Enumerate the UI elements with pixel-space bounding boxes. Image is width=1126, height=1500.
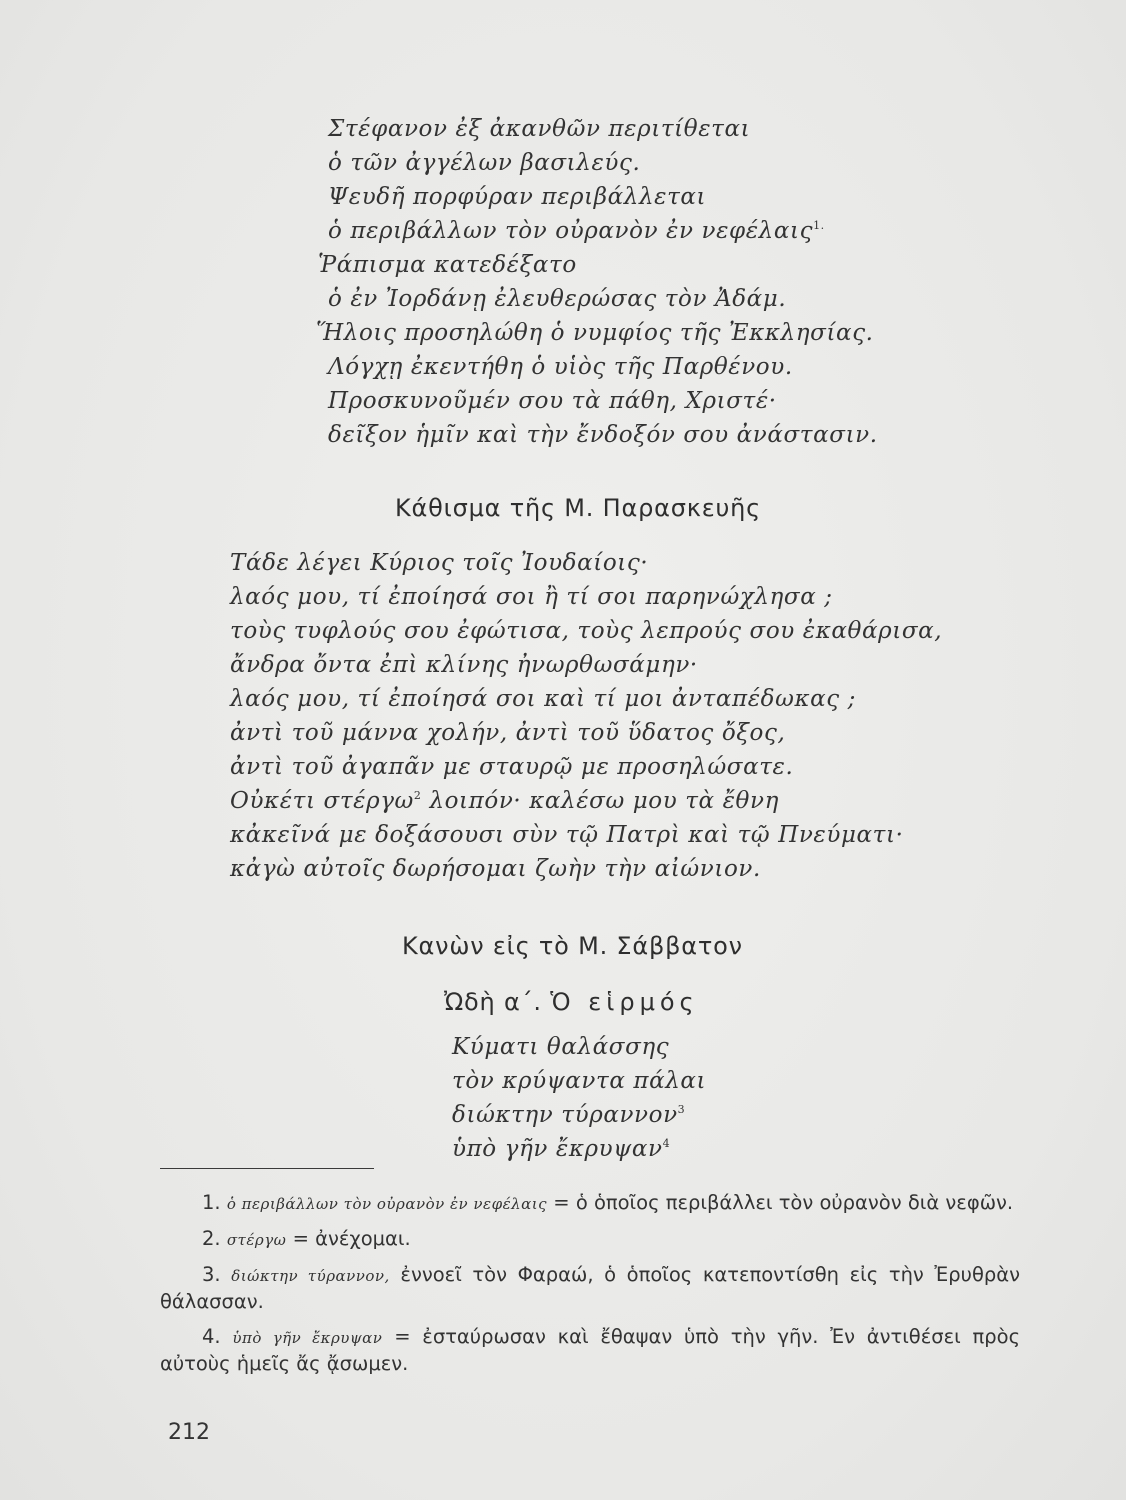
verse-line: [230, 784, 942, 818]
footnote-term: ὑπὸ γῆν ἔκρυψαν: [232, 1329, 383, 1347]
verse-block-1: [316, 112, 878, 452]
verse-line: Τάδε λέγει Κύριος τοῖς Ἰουδαίοις·: [230, 550, 649, 576]
footnote: [160, 1190, 1020, 1217]
footnote-number: 1.: [202, 1191, 221, 1214]
footnote-ref: 2: [413, 789, 422, 802]
verse-line: Ἥλοις προσηλώθη ὁ νυμφίος τῆς Ἐκκλησίας.: [316, 320, 874, 346]
verse-line: τὸν κρύψαντα πάλαι: [452, 1068, 707, 1094]
verse-line: ἀντὶ τοῦ μάννα χολήν, ἀντὶ τοῦ ὕδατος ὄξος,: [230, 720, 786, 746]
verse-block-2: [230, 546, 942, 886]
verse-line: Στέφανον ἐξ ἀκανθῶν περιτίθεται: [328, 116, 751, 142]
verse-line: [452, 1132, 706, 1166]
verse-line-text: λοιπόν· καλέσω μου τὰ ἔθνη: [429, 788, 779, 814]
footnote: [160, 1226, 1020, 1253]
verse-line: Ψευδῆ πορφύραν περιβάλλεται: [328, 184, 707, 210]
footnote-text: = ἐσταύρωσαν καὶ ἔθαψαν ὑπὸ τὴν γῆν. Ἐν ἀντιθέσει πρὸς αὐτοὺς ἡμεῖς ἄς ᾄσωμεν.: [160, 1325, 1021, 1375]
verse-line: ἀντὶ τοῦ ἀγαπᾶν με σταυρῷ με προσηλώσατε.: [230, 754, 794, 780]
hirmos-label: Ὁ εἱρμός: [550, 988, 699, 1016]
section-heading: Κανὼν εἰς τὸ Μ. Σάββατον: [402, 932, 743, 960]
footnote-term: στέργω: [226, 1231, 287, 1249]
verse-line: Κύματι θαλάσσης: [452, 1034, 670, 1060]
footnote-ref: 4: [662, 1137, 671, 1150]
footnote-ref: 1.: [813, 219, 825, 232]
footnote-text: = ἀνέχομαι.: [292, 1227, 411, 1250]
footnote-text: = ὁ ὁποῖος περιβάλλει τὸν οὐρανὸν διὰ νεφῶν.: [553, 1191, 1014, 1214]
verse-line: λαός μου, τί ἐποίησά σοι καὶ τί μοι ἀνταπέδωκας ;: [230, 686, 857, 712]
verse-line-text: ὁ περιβάλλων τὸν οὐρανὸν ἐν νεφέλαις: [328, 218, 814, 244]
footnote: [160, 1324, 1020, 1377]
footnote-number: 2.: [202, 1227, 221, 1250]
verse-line-text: ὑπὸ γῆν ἔκρυψαν: [452, 1136, 663, 1162]
section-heading: Κάθισμα τῆς Μ. Παρασκευῆς: [395, 494, 762, 522]
footnote-term: ὁ περιβάλλων τὸν οὐρανὸν ἐν νεφέλαις: [226, 1195, 548, 1213]
verse-line: ὁ τῶν ἀγγέλων βασιλεύς.: [328, 150, 641, 176]
verse-line: ἄνδρα ὄντα ἐπὶ κλίνης ἠνωρθωσάμην·: [230, 652, 698, 678]
verse-line: Προσκυνοῦμέν σου τὰ πάθη, Χριστέ·: [328, 388, 777, 414]
verse-line: [452, 1098, 706, 1132]
footnote-number: 3.: [202, 1263, 221, 1286]
page-number: 212: [168, 1420, 210, 1445]
verse-block-3: [452, 1030, 706, 1166]
verse-line: Ῥάπισμα κατεδέξατο: [318, 252, 577, 278]
verse-line: Λόγχῃ ἐκεντήθη ὁ υἱὸς τῆς Παρθένου.: [328, 354, 793, 380]
footnote-divider: [160, 1168, 374, 1169]
verse-line: κἀκεῖνά με δοξάσουσι σὺν τῷ Πατρὶ καὶ τῷ Πνεύματι·: [230, 822, 904, 848]
footnote-ref: 3: [677, 1103, 686, 1116]
footnotes: [160, 1190, 1020, 1386]
footnote-text: ἐννοεῖ τὸν Φαραώ, ὁ ὁποῖος κατεποντίσθη εἰς τὴν Ἐρυθρὰν θάλασσαν.: [160, 1263, 1020, 1313]
footnote-term: διώκτην τύραννον,: [231, 1267, 390, 1285]
verse-line: κἀγὼ αὐτοῖς δωρήσομαι ζωὴν τὴν αἰώνιον.: [230, 856, 761, 882]
verse-line: τοὺς τυφλούς σου ἐφώτισα, τοὺς λεπρούς σου ἐκαθάρισα,: [230, 618, 943, 644]
verse-line-text: διώκτην τύραννον: [452, 1102, 678, 1128]
verse-line: λαός μου, τί ἐποίησά σοι ἢ τί σοι παρηνώχλησα ;: [230, 584, 833, 610]
verse-line-text: Οὐκέτι στέργω: [230, 788, 414, 814]
footnote: [160, 1262, 1020, 1315]
verse-line: [328, 214, 878, 248]
footnote-number: 4.: [202, 1325, 221, 1348]
verse-line: ὁ ἐν Ἰορδάνῃ ἐλευθερώσας τὸν Ἀδάμ.: [328, 286, 787, 312]
ode-label: Ὠδὴ α΄.: [444, 988, 542, 1016]
verse-line: δεῖξον ἡμῖν καὶ τὴν ἔνδοξόν σου ἀνάστασιν.: [328, 422, 878, 448]
ode-heading: [444, 988, 699, 1016]
